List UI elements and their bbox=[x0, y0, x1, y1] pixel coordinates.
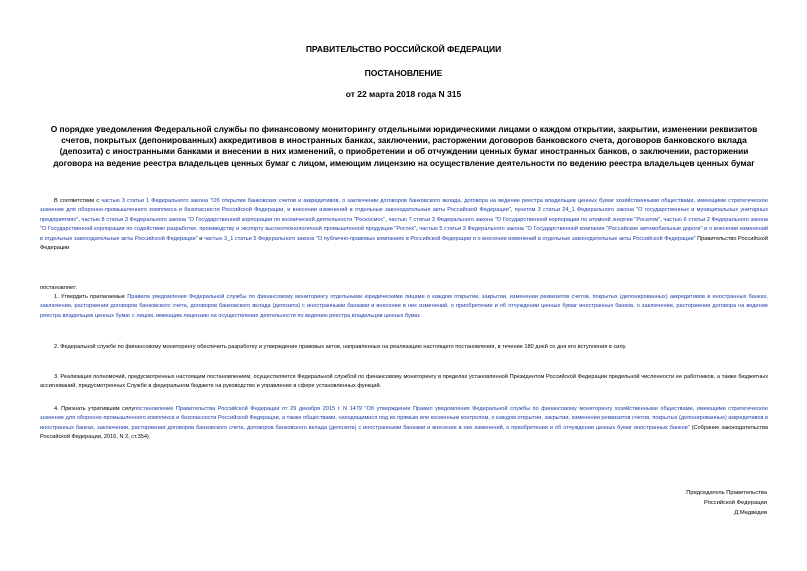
resolves-text: постановляет: bbox=[40, 285, 77, 291]
law-link-7[interactable]: частью 3_1 статьи 5 Федерального закона "О публично-правовых компаниях в Российской Федерации и о внесении изменений в отдельные законодательные акты Российской Федерации" bbox=[203, 235, 696, 242]
item-1-paragraph bbox=[40, 293, 768, 321]
item-3-text: 3. Реализация полномочий, предусмотренных настоящим постановлением, осуществляется Федеральной службой по финансовому мониторингу в пределах установленной Президентом Российской Федерации предельной численности ее работников, а также бюджетных ассигнований, предусмотренных Службе в федеральном бюджете на руководство и управление в сфере установленных функций. bbox=[40, 374, 768, 390]
signature-position-line-1: Председатель Правительства bbox=[686, 490, 767, 496]
preamble-text-6: , bbox=[416, 226, 420, 233]
document-title: О порядке уведомления Федеральной службы по финансовому мониторингу отдельными юридическими лицами о каждом открытии, закрытии, изменении реквизитов счетов, покрытых (депонированных) аккредитивов в иностранных банках, заключении, расторжении договоров банковского счета, договоров банковского вклада (депозита) с иностранными банками и внесении в них изменений, о приобретении и об отчуждении ценных бумаг иностранных банков, о заключении, расторжении договора на ведение реестра владельцев ценных бумаг с лицом, имеющим лицензию на осуществление деятельности по ведению реестра владельцев ценных бумаг bbox=[50, 124, 758, 168]
item-4-paragraph bbox=[40, 405, 768, 443]
date-number-heading: от 22 марта 2018 года N 315 bbox=[345, 89, 462, 99]
law-link-5[interactable]: частью 6 статьи 2 Федерального закона "О Государственной корпорации по содействию разработке, производству и экспорту высокотехнологичной промышленной продукции "Ростех" bbox=[40, 216, 769, 233]
preamble-text-4: , bbox=[385, 216, 389, 223]
signature-name: Д.Медведев bbox=[734, 510, 767, 516]
resolves-line bbox=[40, 284, 768, 293]
item-4-text-1: 4. Признать утратившим силу bbox=[54, 406, 135, 412]
law-link-4[interactable]: частью 7 статьи 3 Федерального закона "О Государственной корпорации по атомной энергии "Росатом" bbox=[388, 216, 661, 223]
item-2-paragraph bbox=[40, 343, 768, 352]
preamble-text-8: Правительство Российской Федерации bbox=[40, 235, 768, 252]
document-type-heading: ПОСТАНОВЛЕНИЕ bbox=[364, 68, 443, 78]
law-link-6[interactable]: частью 5 статьи 3 Федерального закона "О Государственной компании "Российские автомобильные дороги" и о внесении изменений в отдельные законодательные акты Российской Федерации" bbox=[40, 226, 768, 242]
repealed-resolution-link[interactable]: постановление Правительства Российской Федерации от 29 декабря 2015 г. N 1479 "Об утверждении Правил уведомления Федеральной службы по финансовому мониторингу хозяйственными обществами, имеющими стратегическое значение для оборонно-промышленного комплекса и безопасности Российской Федерации, а также обществами, находящимися под их прямым или косвенным контролем, о каждом открытии, закрытии, изменении реквизитов счетов, покрытых (депонированных) аккредитивов в иностранных банках, заключении, расторжении договоров банковского счета, договоров банковского вклада (депозита) с иностранными банками и внесении в них изменений, о приобретении и об отчуждении ценных бумаг иностранных банков" bbox=[40, 406, 768, 431]
law-link-2[interactable]: пунктом 3 статьи 24_1 Федерального закона "О государственных и муниципальных унитарных предприятиях" bbox=[40, 207, 768, 223]
preamble-text-7: и bbox=[197, 235, 204, 242]
item-4-text-2: (Собрание законодательства Российской Федерации, 2016, N 2, ст.354). bbox=[40, 424, 768, 441]
item-3-paragraph bbox=[40, 373, 768, 392]
law-link-3[interactable]: частью 8 статьи 3 Федерального закона "О Государственной корпорации по космической деятельности "Роскосмос" bbox=[81, 216, 386, 223]
preamble-paragraph bbox=[40, 197, 768, 253]
law-link-1[interactable]: частью 3 статьи 1 Федерального закона "Об открытии банковских счетов и аккредитивов, о заключении договоров банковского вклада, договора на ведение реестра владельцев ценных бумаг хозяйственными обществами, имеющими стратегическое значение для оборонно-промышленного комплекса и безопасности Российской Федерации, и внесении изменений в отдельные законодательные акты Российской Федерации" bbox=[40, 198, 769, 214]
preamble-text-5: , bbox=[660, 216, 664, 223]
signature-position-line-2: Российской Федерации bbox=[703, 500, 767, 506]
preamble-text-3: , bbox=[78, 216, 82, 223]
item-1-text-1: 1. Утвердить прилагаемые bbox=[54, 294, 128, 300]
signature-block bbox=[567, 488, 767, 518]
preamble-text-2: , bbox=[510, 207, 515, 214]
item-2-text: 2. Федеральной службе по финансовому мониторингу обеспечить разработку и утверждение правовых актов, направленных на реализацию настоящего постановления, в течение 180 дней со дня его вступления в силу. bbox=[54, 344, 627, 350]
rules-link[interactable]: Правила уведомления Федеральной службы по финансовому мониторингу отдельными юридическими лицами о каждом открытии, закрытии, изменении реквизитов счетов, покрытых (депонированных) аккредитивов в иностранных банках, заключении, расторжении договоров банковского счета, договоров банковского вклада (депозита) с иностранными банками и внесении в них изменений, о приобретении и об отчуждении ценных бумаг иностранных банков, о заключении, расторжении договора на ведение реестра владельцев ценных бумаг с лицом, имеющим лицензию на осуществление деятельности по ведению реестра владельцев ценных бумаг bbox=[40, 294, 768, 319]
government-heading: ПРАВИТЕЛЬСТВО РОССИЙСКОЙ ФЕДЕРАЦИИ bbox=[305, 44, 502, 54]
preamble-text-1: В соответствии с bbox=[54, 198, 102, 204]
item-1-text-2: . bbox=[419, 312, 421, 319]
